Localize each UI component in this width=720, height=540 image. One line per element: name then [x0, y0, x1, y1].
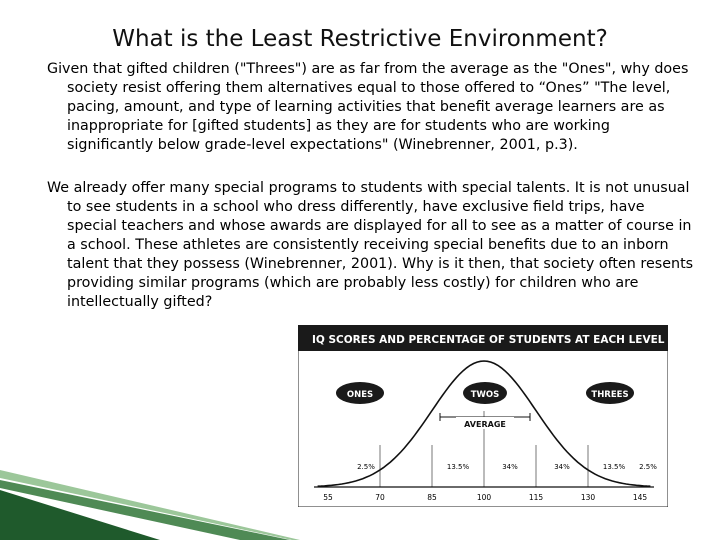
group-twos-label: TWOS: [470, 390, 500, 400]
segment-percent-label: 2.5%: [639, 463, 657, 471]
chart-title: IQ SCORES AND PERCENTAGE OF STUDENTS AT EACH LEVEL: [312, 334, 665, 346]
paragraph-gifted-question: Given that gifted children ("Threes") are as far from the average as the "Ones", why does society resist offering them alternatives equal to those offered to “Ones” "The level, pacing, amount, and type of learning activities that benefit average learners are as inappropriate for [gifted students] as they are for students who are working significantly below grade-level expectations" (Winebrenner, 2001, p.3).: [47, 61, 689, 153]
iq-distribution-chart: [298, 325, 668, 507]
segment-percent-label: 2.5%: [357, 463, 375, 471]
x-tick-label: 70: [375, 493, 385, 502]
paragraph-special-programs: We already offer many special programs to students with special talents. It is not unusual to see students in a school who dress differently, have exclusive field trips, have special teachers and whose awards are displayed for all to see as a matter of course in a school. These athletes are consistently receiving special benefits due to an inborn talent that they possess (Winebrenner, 2001). Why is it then, that society often resents providing similar programs (which are probably less costly) for children who are intellectually gifted?: [47, 180, 694, 310]
group-ones-label: ONES: [346, 390, 374, 400]
group-twos-badge: [463, 382, 507, 404]
decorative-swoosh: [0, 450, 300, 540]
x-tick-label: 130: [580, 493, 596, 502]
group-ones-badge: [336, 382, 384, 404]
slide-title: What is the Least Restrictive Environment?: [112, 26, 608, 52]
x-tick-label: 115: [528, 493, 544, 502]
segment-percent-label: 13.5%: [446, 463, 470, 471]
x-tick-label: 85: [427, 493, 437, 502]
x-tick-label: 55: [323, 493, 333, 502]
segment-percent-label: 34%: [554, 463, 570, 471]
segment-percent-label: 13.5%: [602, 463, 626, 471]
average-label: AVERAGE: [464, 420, 506, 429]
group-threes-badge: [586, 382, 634, 404]
x-tick-label: 100: [476, 493, 492, 502]
segment-percent-label: 34%: [502, 463, 518, 471]
group-threes-label: THREES: [591, 390, 629, 400]
x-tick-label: 145: [632, 493, 648, 502]
